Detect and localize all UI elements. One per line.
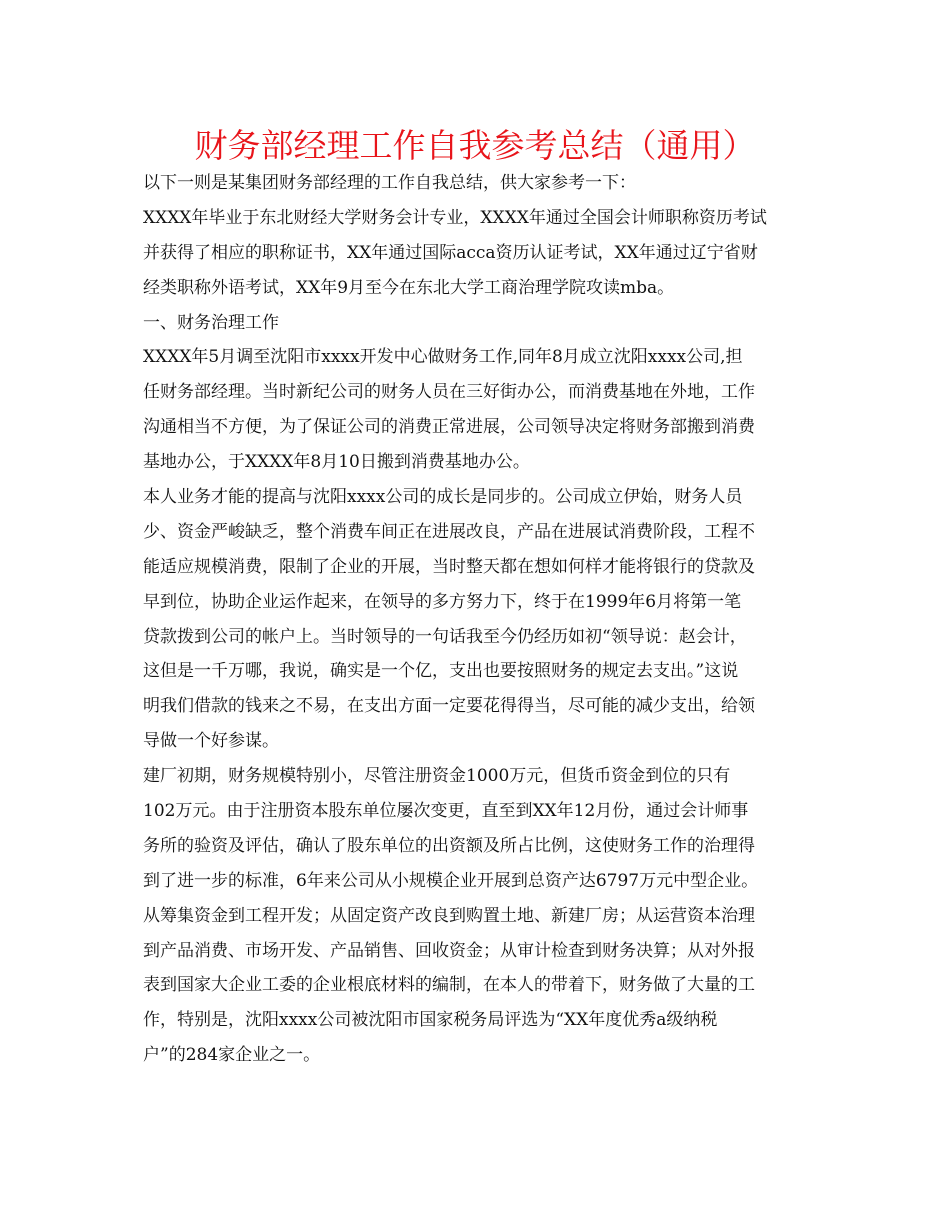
document-body: [143, 166, 815, 1073]
text-line: 这但是一千万哪，我说，确实是一个亿，支出也要按照财务的规定去支出。”这说: [143, 661, 739, 682]
text-line: 贷款拨到公司的帐户上。当时领导的一句话我至今仍经历如初“领导说：赵会计，: [143, 626, 747, 647]
text-line: 建厂初期，财务规模特别小，尽管注册资金1000万元，但货币资金到位的只有: [143, 766, 731, 787]
text-line: 作，特别是，沈阳xxxx公司被沈阳市国家税务局评选为“XX年度优秀a级纳税: [143, 1010, 718, 1031]
text-line: 表到国家大企业工委的企业根底材料的编制，在本人的带着下，财务做了大量的工: [143, 975, 755, 996]
text-line: 一、财务治理工作: [143, 312, 279, 333]
text-line: 任财务部经理。当时新纪公司的财务人员在三好街办公，而消费基地在外地，工作: [143, 382, 755, 403]
text-line: 明我们借款的钱来之不易，在支出方面一定要花得得当，尽可能的减少支出，给领: [143, 696, 755, 717]
document-title: 财务部经理工作自我参考总结（通用）: [194, 126, 756, 165]
text-line: 102万元。由于注册资本股东单位屡次变更，直至到XX年12月份，通过会计师事: [143, 801, 749, 822]
text-line: 经类职称外语考试，XX年9月至今在东北大学工商治理学院攻读mba。: [143, 277, 675, 298]
text-line: 本人业务才能的提高与沈阳xxxx公司的成长是同步的。公司成立伊始，财务人员: [143, 487, 743, 508]
text-line: 务所的验资及评估，确认了股东单位的出资额及所占比例，这使财务工作的治理得: [143, 835, 755, 856]
text-line: 到了进一步的标准，6年来公司从小规模企业开展到总资产达6797万元中型企业。: [143, 870, 759, 891]
text-line: 到产品消费、市场开发、产品销售、回收资金；从审计检查到财务决算；从对外报: [143, 940, 755, 961]
text-line: XXXX年5月调至沈阳市xxxx开发中心做财务工作,同年8月成立沈阳xxxx公司,担: [143, 347, 743, 368]
text-line: 户”的284家企业之一。: [143, 1045, 321, 1066]
text-line: 沟通相当不方便，为了保证公司的消费正常进展，公司领导决定将财务部搬到消费: [143, 417, 755, 438]
text-line: 能适应规模消费，限制了企业的开展，当时整天都在想如何样才能将银行的贷款及: [143, 556, 755, 577]
text-line: 早到位，协助企业运作起来，在领导的多方努力下，终于在1999年6月将第一笔: [143, 591, 742, 612]
text-line: 并获得了相应的职称证书，XX年通过国际acca资历认证考试，XX年通过辽宁省财: [143, 242, 758, 263]
text-line: 从筹集资金到工程开发；从固定资产改良到购置土地、新建厂房；从运营资本治理: [143, 905, 755, 926]
text-line: XXXX年毕业于东北财经大学财务会计专业，XXXX年通过全国会计师职称资历考试: [143, 207, 767, 228]
text-line: 导做一个好参谋。: [143, 731, 279, 752]
text-line: 少、资金严峻缺乏，整个消费车间正在进展改良，产品在进展试消费阶段，工程不: [143, 521, 755, 542]
text-line: 基地办公，于XXXX年8月10日搬到消费基地办公。: [143, 452, 530, 473]
text-line: 以下一则是某集团财务部经理的工作自我总结，供大家参考一下：: [143, 173, 636, 193]
